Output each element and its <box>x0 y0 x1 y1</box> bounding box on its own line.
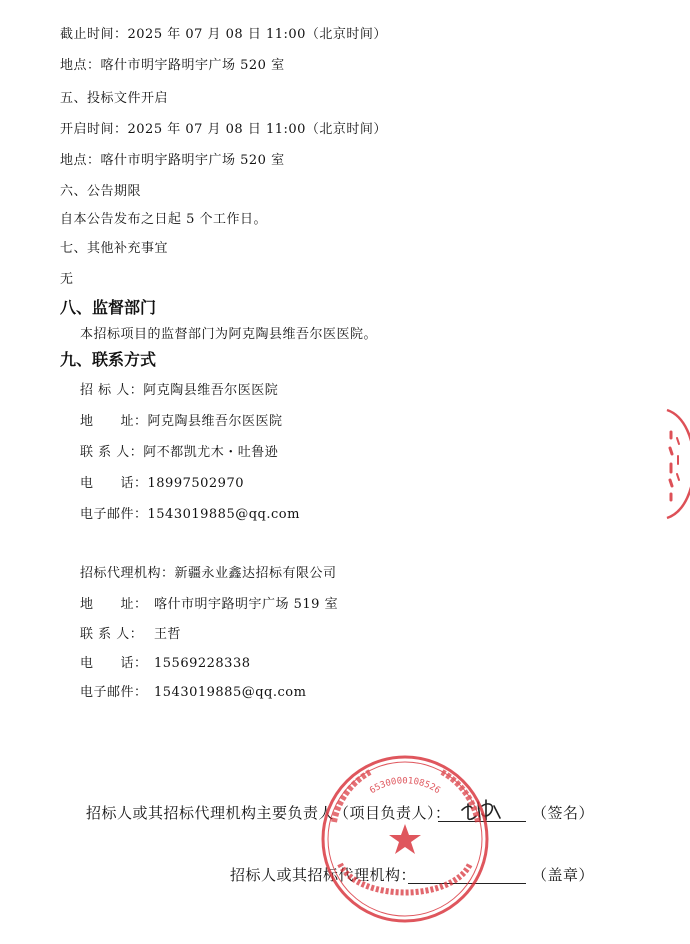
tenderer-phone-label: 电 话： <box>80 476 148 491</box>
none-line: 无 <box>60 272 74 287</box>
seal-label: 招标人或其招标代理机构： <box>230 866 417 884</box>
svg-text:6530000108526 <box>368 776 442 796</box>
section-7-title: 七、其他补充事宜 <box>60 241 169 256</box>
edge-seal-stamp <box>663 408 690 520</box>
tenderer-contact-row <box>80 445 278 461</box>
deadline-line: 截止时间：2025 年 07 月 08 日 11:00（北京时间） <box>60 27 387 42</box>
tenderer-name: 阿克陶县维吾尔医医院 <box>143 383 279 398</box>
tenderer-email-row <box>80 507 300 523</box>
agency-address: 喀什市明宇路明宇广场 519 室 <box>154 597 339 612</box>
open-time-line: 开启时间：2025 年 07 月 08 日 11:00（北京时间） <box>60 122 387 137</box>
agency-email-label: 电子邮件： <box>80 685 148 700</box>
agency-phone-label: 电 话： <box>80 656 148 671</box>
tenderer-address-label: 地 址： <box>80 414 148 429</box>
tenderer-contact-label: 联 系 人： <box>80 445 144 460</box>
agency-phone: 15569228338 <box>154 656 251 671</box>
tenderer-phone-row <box>80 476 244 492</box>
tenderer-email: 1543019885@qq.com <box>147 507 300 522</box>
responsible-person-label: 招标人或其招标代理机构主要负责人（项目负责人）： <box>86 804 451 822</box>
tenderer-name-label: 招 标 人： <box>80 383 144 398</box>
location-line: 地点：喀什市明宇路明宇广场 520 室 <box>60 58 285 73</box>
agency-address-label: 地 址： <box>80 597 148 612</box>
section-6-title: 六、公告期限 <box>60 184 142 199</box>
agency-address-row <box>80 597 338 613</box>
location-line-2: 地点：喀什市明宇路明宇广场 520 室 <box>60 153 285 168</box>
tenderer-email-label: 电子邮件： <box>80 507 148 522</box>
agency-contact-row <box>80 627 181 643</box>
section-5-title: 五、投标文件开启 <box>60 91 169 106</box>
tenderer-address-row <box>80 414 283 430</box>
period-line: 自本公告发布之日起 5 个工作日。 <box>60 212 268 227</box>
agency-email: 1543019885@qq.com <box>154 685 307 700</box>
agency-email-row <box>80 685 306 701</box>
agency-contact: 王哲 <box>154 627 182 642</box>
company-seal-stamp <box>318 752 492 926</box>
tenderer-address: 阿克陶县维吾尔医医院 <box>147 414 283 429</box>
tenderer-contact: 阿不都凯尤木・吐鲁逊 <box>143 445 279 460</box>
sign-suffix: （签名） <box>532 804 595 822</box>
section-9-heading: 九、联系方式 <box>60 350 157 369</box>
supervision-text: 本招标项目的监督部门为阿克陶县维吾尔医医院。 <box>80 327 378 342</box>
agency-name-row <box>80 566 337 582</box>
tenderer-phone: 18997502970 <box>147 476 244 491</box>
seal-suffix: （盖章） <box>532 866 595 884</box>
tenderer-name-row <box>80 383 278 399</box>
agency-contact-label: 联 系 人： <box>80 627 144 642</box>
section-8-heading: 八、监督部门 <box>60 298 157 317</box>
stamp-number: 6530000108526 <box>368 776 442 797</box>
agency-name-label: 招标代理机构： <box>80 566 175 581</box>
agency-name: 新疆永业鑫达招标有限公司 <box>174 566 337 581</box>
agency-phone-row <box>80 656 250 672</box>
